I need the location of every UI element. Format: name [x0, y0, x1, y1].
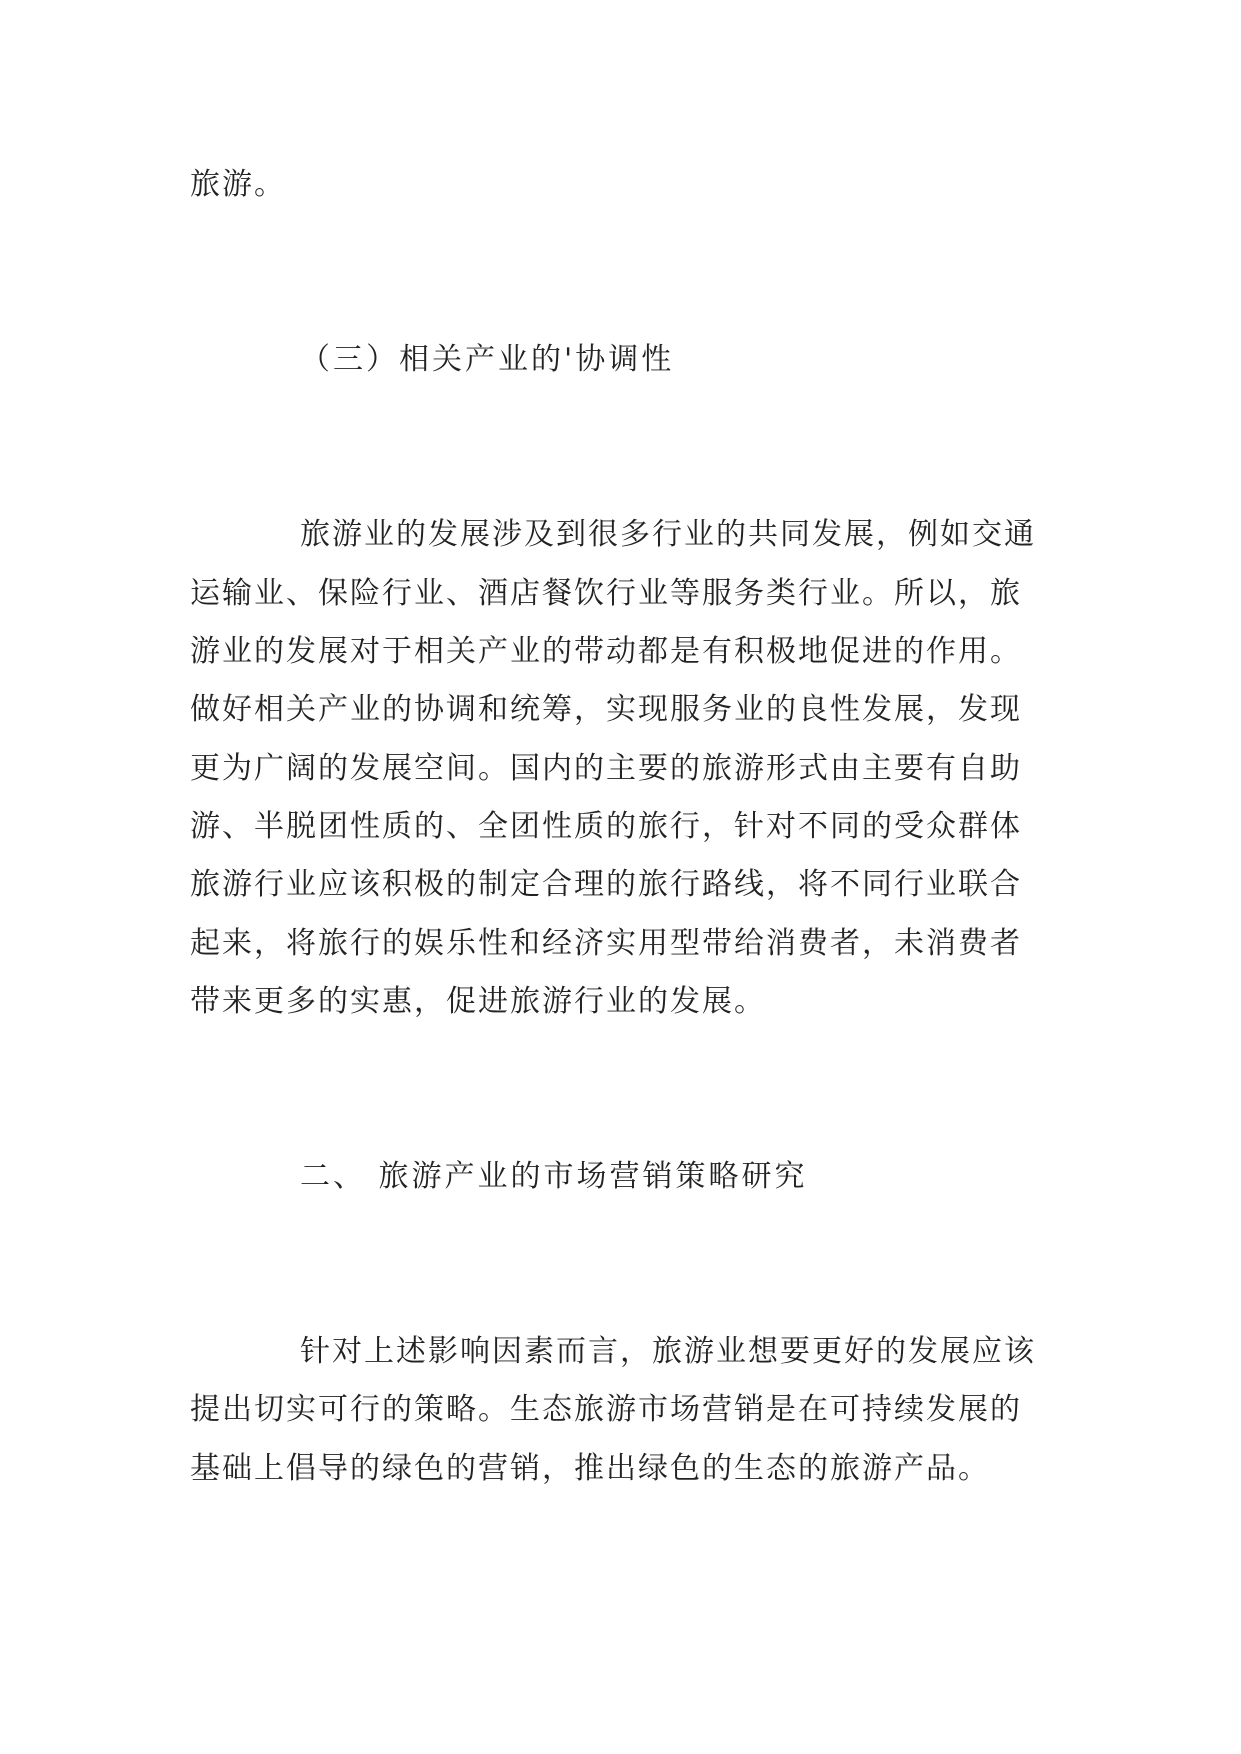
paragraph-line: 游业的发展对于相关产业的带动都是有积极地促进的作用。 [190, 634, 1022, 669]
paragraph-line: 提出切实可行的策略。生态旅游市场营销是在可持续发展的 [190, 1392, 1022, 1427]
paragraph-continuation: 旅游。 [190, 167, 286, 202]
paragraph-line: 起来，将旅行的娱乐性和经济实用型带给消费者，未消费者 [190, 926, 1022, 961]
paragraph-line: 更为广阔的发展空间。国内的主要的旅游形式由主要有自助 [190, 751, 1022, 786]
paragraph-line: 基础上倡导的绿色的营销，推出绿色的生态的旅游产品。 [190, 1451, 990, 1486]
paragraph-line: 旅游业的发展涉及到很多行业的共同发展，例如交通 [300, 517, 1036, 552]
paragraph-line: 针对上述影响因素而言，旅游业想要更好的发展应该 [300, 1334, 1036, 1369]
section-heading-3: （三）相关产业的'协调性 [300, 342, 675, 377]
paragraph-line: 运输业、保险行业、酒店餐饮行业等服务类行业。所以，旅 [190, 576, 1022, 611]
section-heading-2: 二、 旅游产业的市场营销策略研究 [300, 1159, 808, 1194]
paragraph-line: 游、半脱团性质的、全团性质的旅行，针对不同的受众群体 [190, 809, 1022, 844]
paragraph-line: 做好相关产业的协调和统筹，实现服务业的良性发展，发现 [190, 692, 1022, 727]
paragraph-line: 旅游行业应该积极的制定合理的旅行路线，将不同行业联合 [190, 867, 1022, 902]
paragraph-line: 带来更多的实惠，促进旅游行业的发展。 [190, 984, 766, 1019]
